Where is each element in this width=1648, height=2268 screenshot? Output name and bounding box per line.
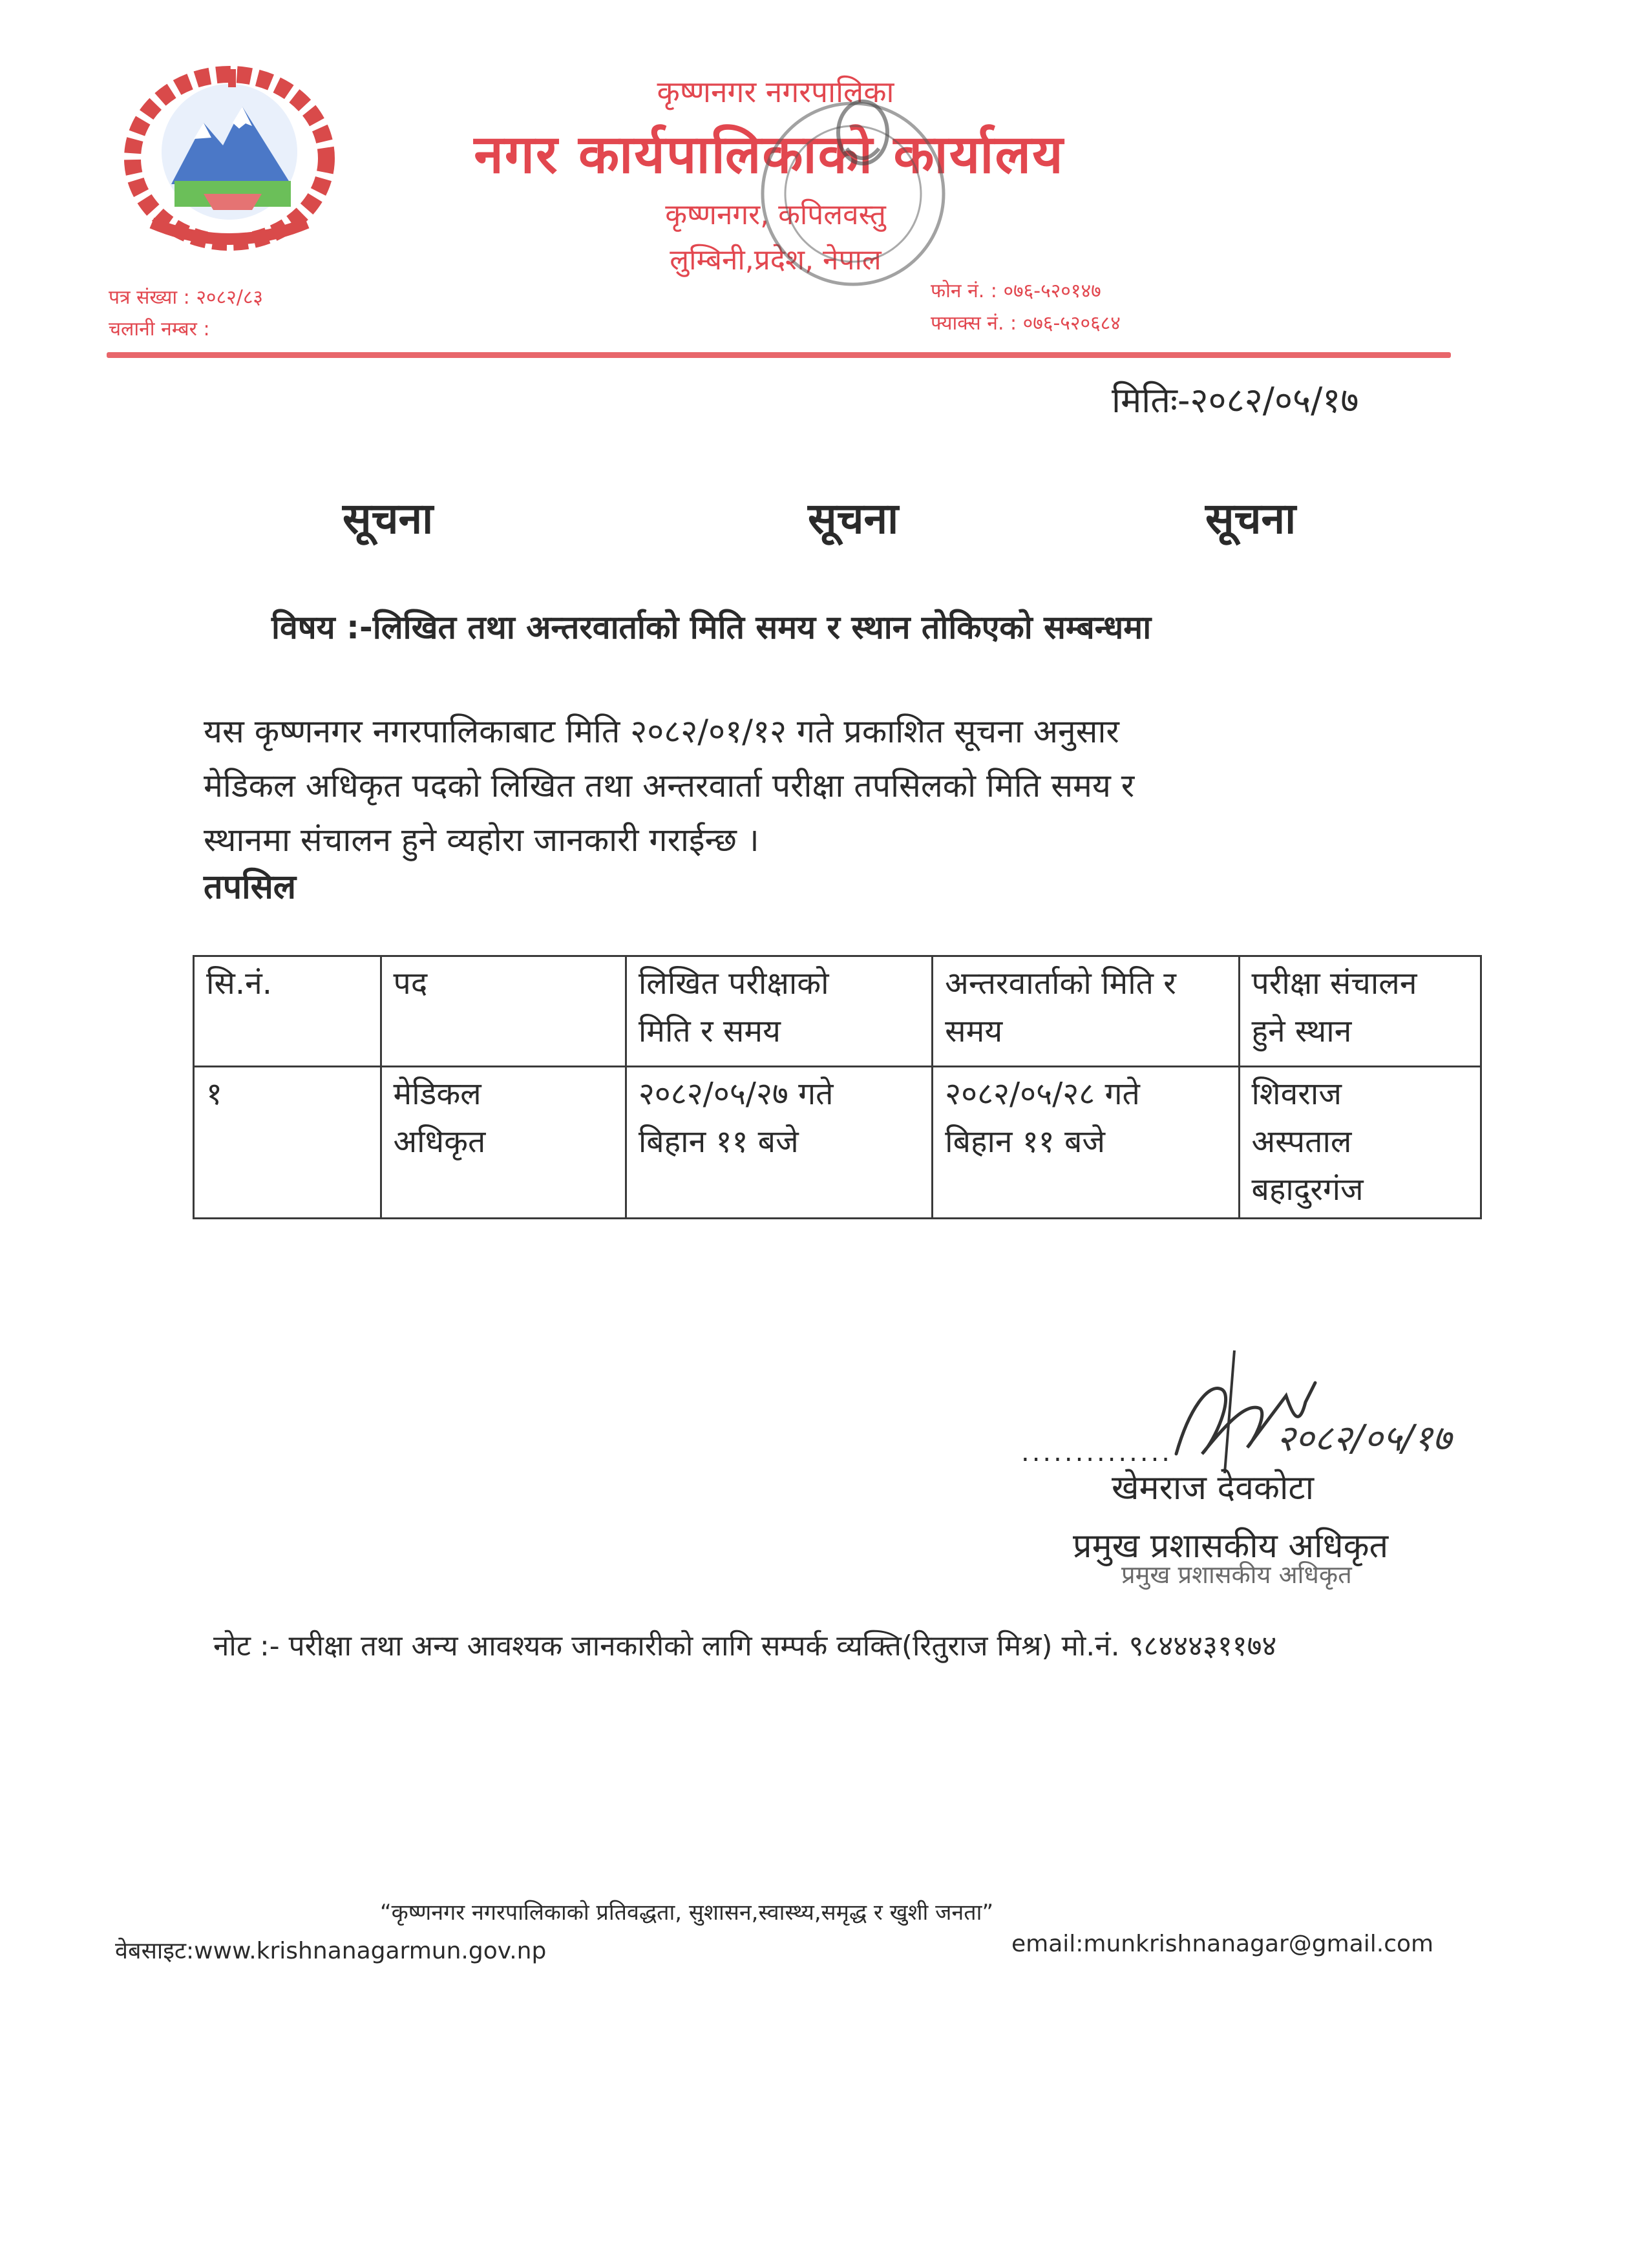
fax-number: फ्याक्स नं. : ०७६-५२०६८४ [931,312,1121,335]
column-header: अन्तरवार्ताको मिति र समय [933,956,1239,1067]
table-header-row [194,956,1481,1067]
dispatch-number: चलानी नम्बर : [109,318,210,341]
office-address-line1: कृष्णनगर, कपिलवस्तु [665,198,886,231]
handwritten-signature [1137,1344,1474,1480]
signer-title: प्रमुख प्रशासकीय अधिकृत [1073,1527,1389,1566]
letter-number: पत्र संख्या : २०८२/८३ [109,286,264,309]
body-paragraph [204,704,1464,867]
signature-dotted-line: .............. [1021,1438,1173,1467]
table-cell: २०८२/०५/२८ गते बिहान ११ बजे [933,1067,1239,1219]
table-row [194,1067,1481,1219]
table-cell: मेडिकल अधिकृत [381,1067,626,1219]
subject-line: विषय :-लिखित तथा अन्तरवार्ताको मिति समय र स्थान तोकिएको सम्बन्धमा [271,609,1152,646]
column-header: पद [381,956,626,1067]
header-divider [107,352,1451,358]
office-title: नगर कार्यपालिकाको कार्यालय [474,124,1064,185]
column-header: परीक्षा संचालन हुने स्थान [1239,956,1481,1067]
column-header: सि.नं. [194,956,381,1067]
municipality-name: कृष्णनगर नगरपालिका [657,74,894,109]
letter-date: मितिः-२०८२/०५/१७ [1112,380,1359,421]
notice-heading: सूचना [343,494,434,543]
body-line: स्थानमा संचालन हुने व्यहोरा जानकारी गराईन्छ । [204,821,759,859]
footer-email: email:munkrishnanagar@gmail.com [1011,1931,1434,1957]
schedule-table [193,955,1482,1219]
notice-heading: सूचना [1205,494,1296,543]
footer-motto: “कृष्णनगर नगरपालिकाको प्रतिवद्धता, सुशासन,स्वास्थ्य,समृद्ध र खुशी जनता” [380,1900,994,1926]
nepal-emblem-icon [113,61,346,255]
phone-number: फोन नं. : ०७६-५२०१४७ [931,280,1101,302]
signature-date: २०८२/०५/१७ [1276,1418,1452,1460]
table-cell: शिवराज अस्पताल बहादुरगंज [1239,1067,1481,1219]
office-address-line2: लुम्बिनी,प्रदेश, नेपाल [670,244,882,277]
notice-heading: सूचना [808,494,899,543]
signer-name: खेमराज देवकोटा [1112,1469,1315,1507]
contact-note: नोट :- परीक्षा तथा अन्य आवश्यक जानकारीको लागि सम्पर्क व्यक्ति(रितुराज मिश्र) मो.नं. ९८४४४३११७४ [213,1630,1277,1663]
table-cell: १ [194,1067,381,1219]
footer-website: वेबसाइट:www.krishnanagarmun.gov.np [115,1938,547,1964]
designation-stamp: प्रमुख प्रशासकीय अधिकृत [1121,1560,1352,1589]
body-line: यस कृष्णनगर नगरपालिकाबाट मिति २०८२/०१/१२ गते प्रकाशित सूचना अनुसार [204,713,1119,750]
body-line: मेडिकल अधिकृत पदको लिखित तथा अन्तरवार्ता परीक्षा तपसिलको मिति समय र [204,767,1135,804]
table-cell: २०८२/०५/२७ गते बिहान ११ बजे [626,1067,932,1219]
annex-label: तपसिल [204,868,297,907]
column-header: लिखित परीक्षाको मिति र समय [626,956,932,1067]
office-seal-stamp-icon [750,71,956,304]
